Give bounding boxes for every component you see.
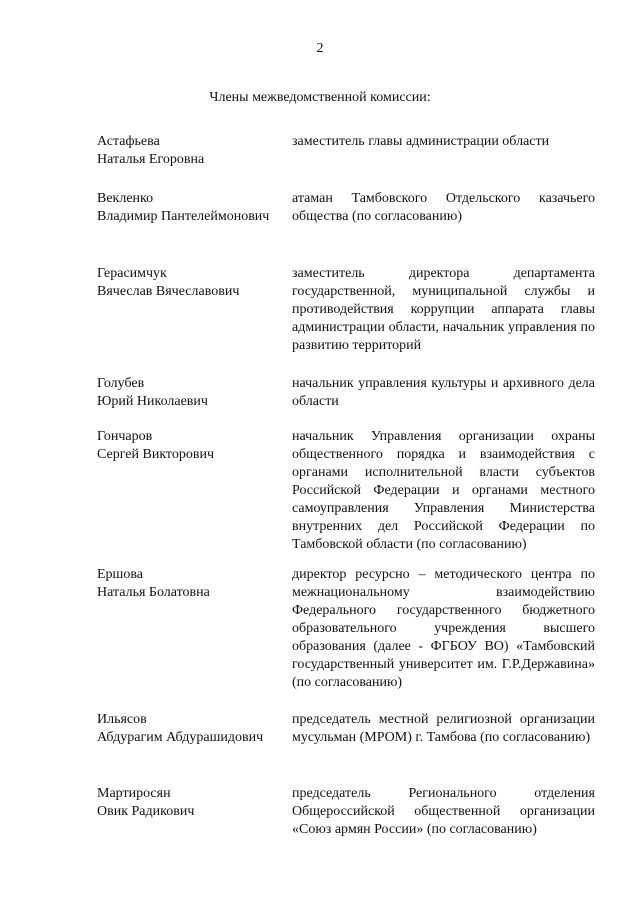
member-given-names: Наталья Егоровна — [97, 152, 205, 167]
member-name — [97, 711, 292, 747]
member-given-names: Сергей Викторович — [97, 447, 215, 462]
member-name — [97, 375, 292, 411]
member-role: председатель Регионального отделения Общероссийской общественной организации «Союз армян России» (по согласованию) — [292, 786, 595, 837]
member-surname: Гончаров — [97, 429, 153, 444]
member-given-names: Овик Радикович — [97, 804, 195, 819]
member-given-names: Юрий Николаевич — [97, 394, 208, 409]
member-surname: Герасимчук — [97, 266, 167, 281]
member-given-names: Абдурагим Абдурашидович — [97, 730, 264, 745]
member-name — [97, 133, 292, 169]
member-surname: Ершова — [97, 567, 143, 582]
member-role: заместитель директора департамента государственной, муниципальной службы и противодействия коррупции аппарата главы администрации области, начальник управления по развитию территорий — [292, 266, 595, 353]
member-role: директор ресурсно – методического центра по межнациональному взаимодействию Федерального государственного бюджетного образовательного учреждения высшего образования (далее - ФГБОУ ВО) «Тамбовский государственный университет им. Г.Р.Державина» (по согласованию) — [292, 567, 595, 690]
member-role: начальник управления культуры и архивного дела области — [292, 376, 595, 409]
member-role: начальник Управления организации охраны общественного порядка и взаимодействия с органами исполнительной власти субъектов Российской Федерации и органами местного самоуправления Управления Министерства внутренних дел Российской Федерации по Тамбовской области (по согласованию) — [292, 429, 595, 552]
member-given-names: Наталья Болатовна — [97, 585, 210, 600]
member-surname: Ильясов — [97, 712, 147, 727]
member-name — [97, 785, 292, 821]
member-given-names: Владимир Пантелеймонович — [97, 209, 270, 224]
member-surname: Астафьева — [97, 134, 160, 149]
member-name — [97, 566, 292, 602]
member-role: атаман Тамбовского Отдельского казачьего общества (по согласованию) — [292, 191, 595, 224]
member-surname: Мартиросян — [97, 786, 171, 801]
member-surname: Голубев — [97, 376, 145, 391]
member-name — [97, 190, 292, 226]
page-number: 2 — [316, 41, 324, 56]
member-name — [97, 265, 292, 301]
member-name — [97, 428, 292, 464]
commission-members-heading: Члены межведомственной комиссии: — [209, 90, 431, 105]
member-role: председатель местной религиозной организации мусульман (МРОМ) г. Тамбова (по согласованию) — [292, 712, 595, 745]
member-surname: Векленко — [97, 191, 154, 206]
member-given-names: Вячеслав Вячеславович — [97, 284, 240, 299]
member-role: заместитель главы администрации области — [292, 134, 550, 149]
